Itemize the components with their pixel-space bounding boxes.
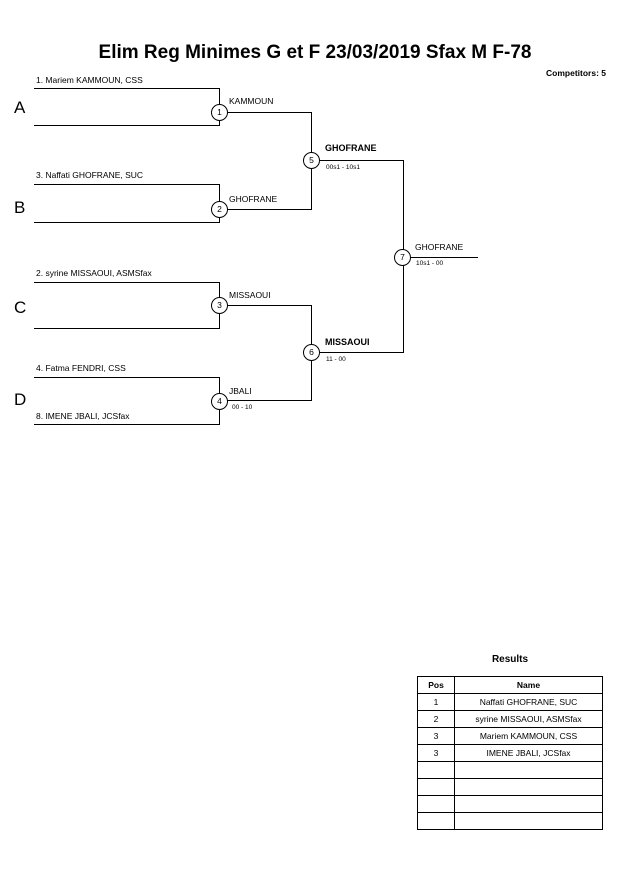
result-name <box>455 779 603 796</box>
bracket-line <box>34 377 220 378</box>
result-pos: 3 <box>418 745 455 762</box>
result-name: syrine MISSAOUI, ASMSfax <box>455 711 603 728</box>
bracket-line <box>227 209 312 210</box>
result-name: IMENE JBALI, JCSfax <box>455 745 603 762</box>
match-winner-1: KAMMOUN <box>229 96 274 106</box>
table-row <box>418 779 603 796</box>
match-winner-7: GHOFRANE <box>415 242 464 252</box>
result-name <box>455 813 603 830</box>
entry-label-1: 1. Mariem KAMMOUN, CSS <box>36 75 143 85</box>
match-number-6: 6 <box>303 344 320 361</box>
page-title: Elim Reg Minimes G et F 23/03/2019 Sfax M F-78 <box>98 42 532 63</box>
entry-label-2: 3. Naffati GHOFRANE, SUC <box>36 170 144 180</box>
bracket-line <box>34 282 220 283</box>
bracket-line <box>227 400 312 401</box>
match-score-7: 10s1 - 00 <box>416 260 444 267</box>
group-letter-d: D <box>14 390 27 409</box>
result-name <box>455 796 603 813</box>
bracket-line <box>319 160 404 161</box>
entry-label-3: 2. syrine MISSAOUI, ASMSfax <box>36 268 152 278</box>
column-header-name: Name <box>455 677 603 694</box>
table-row <box>418 711 603 728</box>
table-header-row <box>418 677 603 694</box>
match-winner-2: GHOFRANE <box>229 194 278 204</box>
table-row <box>418 728 603 745</box>
entry-label-4: 4. Fatma FENDRI, CSS <box>36 363 126 373</box>
group-letter-b: B <box>14 198 26 217</box>
match-number-2: 2 <box>211 201 228 218</box>
result-name: Naffati GHOFRANE, SUC <box>455 694 603 711</box>
column-header-pos: Pos <box>418 677 455 694</box>
result-name <box>455 762 603 779</box>
bracket-line <box>34 125 220 126</box>
table-row <box>418 796 603 813</box>
results-table <box>417 676 603 830</box>
match-winner-4: JBALI <box>229 386 252 396</box>
result-pos: 2 <box>418 711 455 728</box>
result-pos <box>418 779 455 796</box>
result-name: Mariem KAMMOUN, CSS <box>455 728 603 745</box>
bracket-line <box>34 88 220 89</box>
match-score-4: 00 - 10 <box>232 404 253 411</box>
match-winner-5: GHOFRANE <box>325 143 377 153</box>
table-row <box>418 745 603 762</box>
table-row <box>418 762 603 779</box>
group-letter-a: A <box>14 98 26 117</box>
match-number-1: 1 <box>211 104 228 121</box>
result-pos <box>418 796 455 813</box>
group-letter-c: C <box>14 298 27 317</box>
match-number-4: 4 <box>211 393 228 410</box>
result-pos: 1 <box>418 694 455 711</box>
results-title: Results <box>491 654 529 665</box>
match-winner-6: MISSAOUI <box>325 337 370 347</box>
bracket-line <box>34 222 220 223</box>
bracket-line <box>34 328 220 329</box>
bracket-line <box>411 257 478 258</box>
table-row <box>418 813 603 830</box>
bracket-line <box>34 424 220 425</box>
result-pos: 3 <box>418 728 455 745</box>
result-pos <box>418 762 455 779</box>
bracket-line <box>34 184 220 185</box>
entry-label-5: 8. IMENE JBALI, JCSfax <box>36 411 130 421</box>
result-pos <box>418 813 455 830</box>
bracket-line <box>227 112 312 113</box>
match-winner-3: MISSAOUI <box>229 290 271 300</box>
table-row <box>418 694 603 711</box>
bracket-line <box>227 305 312 306</box>
match-number-3: 3 <box>211 297 228 314</box>
match-score-6: 11 - 00 <box>326 356 346 363</box>
match-number-7: 7 <box>394 249 411 266</box>
match-score-5: 00s1 - 10s1 <box>326 164 360 171</box>
competitors-count: Competitors: 5 <box>546 68 606 78</box>
match-number-5: 5 <box>303 152 320 169</box>
bracket-line <box>319 352 404 353</box>
